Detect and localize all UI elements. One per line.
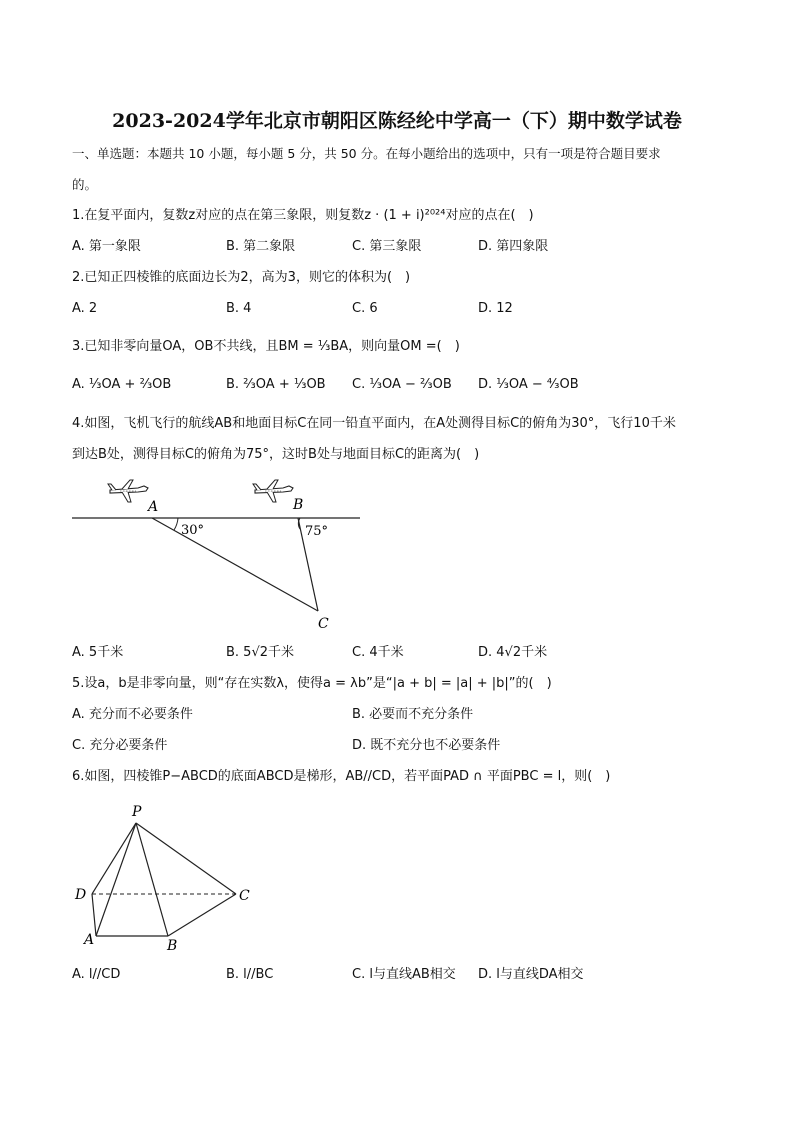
q2-text: 2.已知正四棱锥的底面边长为2，高为3，则它的体积为( ) [72,270,411,285]
q1-text: 1.在复平面内，复数z对应的点在第三象限，则复数z · (1 + i)²⁰²⁴对应的点在( ) [72,208,534,223]
edge-pa [96,823,136,936]
q6-option-b[interactable]: B. l//BC [226,967,274,982]
q6-option-a[interactable]: A. l//CD [72,967,121,982]
q6-option-d[interactable]: D. l与直线DA相交 [478,967,584,982]
q5-option-c[interactable]: C. 充分必要条件 [72,738,168,753]
label-c: C [318,616,329,632]
q5-text: 5.设a，b是非零向量，则“存在实数λ，使得a = λb”是“|a + b| = |a| + |b|”的( ) [72,676,552,691]
q3-option-a[interactable]: A. ⅓OA + ⅔OB [72,377,172,392]
angle-a-arc [174,518,178,530]
airplane-a-icon [108,480,148,502]
label-d: D [75,887,87,903]
label-a: A [84,932,95,948]
q4-option-a[interactable]: A. 5千米 [72,645,124,660]
q4-text-line1: 4.如图，飞机飞行的航线AB和地面目标C在同一铅直平面内，在A处测得目标C的俯角为30°，飞行10千米 [72,416,676,431]
angle-a-label: 30° [181,523,205,538]
exam-title: 2023-2024学年北京市朝阳区陈经纶中学高一（下）期中数学试卷 [112,110,682,132]
label-c: C [239,888,250,904]
section-heading-line2: 的。 [72,177,98,192]
q6-figure [70,798,270,953]
q2-option-b[interactable]: B. 4 [226,301,252,316]
edge-pc [136,823,236,894]
q4-text-line2: 到达B处，测得目标C的俯角为75°，这时B处与地面目标C的距离为( ) [72,447,480,462]
label-b: B [293,497,304,513]
q3-option-b[interactable]: B. ⅔OA + ⅓OB [226,377,326,392]
q5-option-d[interactable]: D. 既不充分也不必要条件 [352,738,501,753]
label-p: P [132,804,142,820]
q4-option-c[interactable]: C. 4千米 [352,645,404,660]
angle-b-label: 75° [305,524,329,539]
q4-figure [60,472,370,637]
q4-option-b[interactable]: B. 5√2千米 [226,645,295,660]
q1-option-d[interactable]: D. 第四象限 [478,239,549,254]
q1-option-c[interactable]: C. 第三象限 [352,239,422,254]
label-a: A [148,499,159,515]
q2-option-a[interactable]: A. 2 [72,301,98,316]
q2-option-d[interactable]: D. 12 [478,301,513,316]
q3-text: 3.已知非零向量OA，OB不共线，且BM = ⅓BA，则向量OM =( ) [72,339,460,354]
q5-option-a[interactable]: A. 充分而不必要条件 [72,707,193,722]
q6-text: 6.如图，四棱锥P−ABCD的底面ABCD是梯形，AB//CD，若平面PAD ∩ 平面PBC = l，则( ) [72,769,611,784]
q1-option-a[interactable]: A. 第一象限 [72,239,141,254]
q1-option-b[interactable]: B. 第二象限 [226,239,296,254]
edge-pb [136,823,168,936]
section-heading-line1: 一、单选题：本题共 10 小题，每小题 5 分，共 50 分。在每小题给出的选项中，只有一项是符合题目要求 [72,146,661,161]
edge-da [92,894,96,936]
q5-option-b[interactable]: B. 必要而不充分条件 [352,707,474,722]
q4-option-d[interactable]: D. 4√2千米 [478,645,548,660]
airplane-b-icon [253,480,293,502]
q2-option-c[interactable]: C. 6 [352,301,378,316]
q6-option-c[interactable]: C. l与直线AB相交 [352,967,456,982]
line-ac [152,518,318,611]
q3-option-d[interactable]: D. ⅓OA − ⁴⁄₃OB [478,377,579,392]
label-b: B [167,938,178,953]
edge-bc [168,894,236,936]
q3-option-c[interactable]: C. ⅓OA − ⅔OB [352,377,452,392]
edge-pd [92,823,136,894]
